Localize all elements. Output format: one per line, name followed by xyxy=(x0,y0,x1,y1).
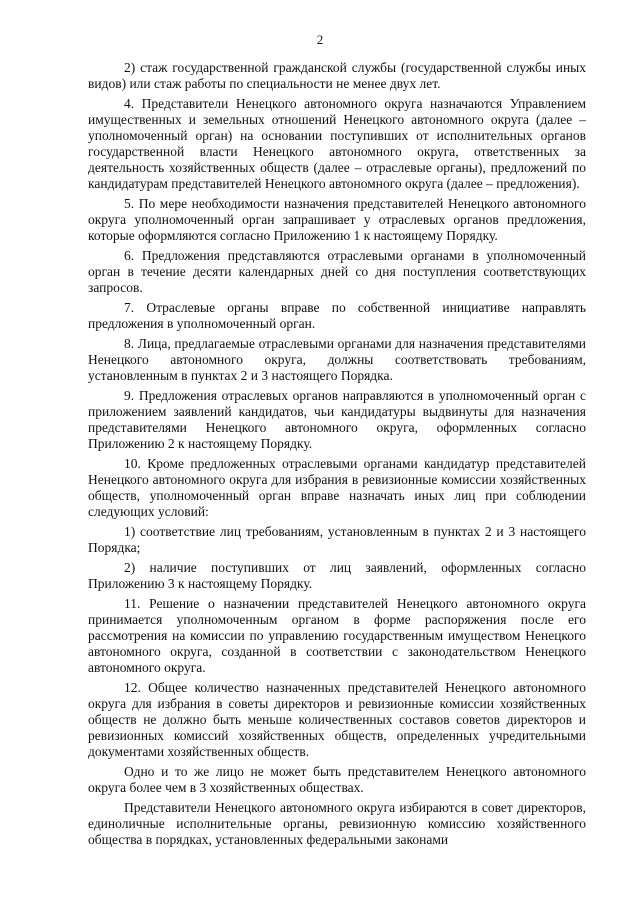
paragraph: 10. Кроме предложенных отраслевыми органами кандидатур представителей Ненецкого автономного округа для избрания в ревизионные комиссии хозяйственных обществ, уполномоченный орган вправе назначать иных лиц при соблюдении следующих условий: xyxy=(88,456,586,519)
paragraph: 8. Лица, предлагаемые отраслевыми органами для назначения представителями Ненецкого автономного округа, должны соответствовать требованиям, установленным в пунктах 2 и 3 настоящего Порядка. xyxy=(88,336,586,383)
paragraph: Представители Ненецкого автономного округа избираются в совет директоров, единоличные исполнительные органы, ревизионную комиссию хозяйственного общества в порядках, установленных федеральными законами xyxy=(88,800,586,847)
document-body xyxy=(88,60,586,852)
paragraph: 2) стаж государственной гражданской службы (государственной службы иных видов) или стаж работы по специальности не менее двух лет. xyxy=(88,60,586,91)
paragraph: Одно и то же лицо не может быть представителем Ненецкого автономного округа более чем в 3 хозяйственных обществах. xyxy=(88,764,586,795)
paragraph: 11. Решение о назначении представителей Ненецкого автономного округа принимается уполномоченным органом в форме распоряжения после его рассмотрения на комиссии по управлению государственным имуществом Ненецкого автономного округа, созданной в соответствии с законодательством Ненецкого автономного округа. xyxy=(88,596,586,675)
paragraph: 6. Предложения представляются отраслевыми органами в уполномоченный орган в течение десяти календарных дней со дня поступления соответствующих запросов. xyxy=(88,248,586,295)
paragraph: 12. Общее количество назначенных представителей Ненецкого автономного округа для избрания в советы директоров и ревизионные комиссии хозяйственных обществ не должно быть меньше количественных составов советов директоров и ревизионных комиссий хозяйственных обществ, определенных учредительными документами хозяйственных обществ. xyxy=(88,680,586,759)
paragraph: 7. Отраслевые органы вправе по собственной инициативе направлять предложения в уполномоченный орган. xyxy=(88,300,586,331)
paragraph: 2) наличие поступивших от лиц заявлений, оформленных согласно Приложению 3 к настоящему Порядку. xyxy=(88,560,586,591)
page-number: 2 xyxy=(316,32,324,47)
paragraph: 1) соответствие лиц требованиям, установленным в пунктах 2 и 3 настоящего Порядка; xyxy=(88,524,586,555)
paragraph: 9. Предложения отраслевых органов направляются в уполномоченный орган с приложением заявлений кандидатов, чьи кандидатуры выдвинуты для назначения представителями Ненецкого автономного округа, оформленных согласно Приложению 2 к настоящему Порядку. xyxy=(88,388,586,451)
paragraph: 4. Представители Ненецкого автономного округа назначаются Управлением имущественных и земельных отношений Ненецкого автономного округа (далее – уполномоченный орган) на основании поступивших от исполнительных органов государственной власти Ненецкого автономного округа, ответственных за деятельность хозяйственных обществ (далее – отраслевые органы), предложений по кандидатурам представителей Ненецкого автономного округа (далее – предложения). xyxy=(88,96,586,191)
paragraph: 5. По мере необходимости назначения представителей Ненецкого автономного округа уполномоченный орган запрашивает у отраслевых органов предложения, которые оформляются согласно Приложению 1 к настоящему Порядку. xyxy=(88,196,586,243)
